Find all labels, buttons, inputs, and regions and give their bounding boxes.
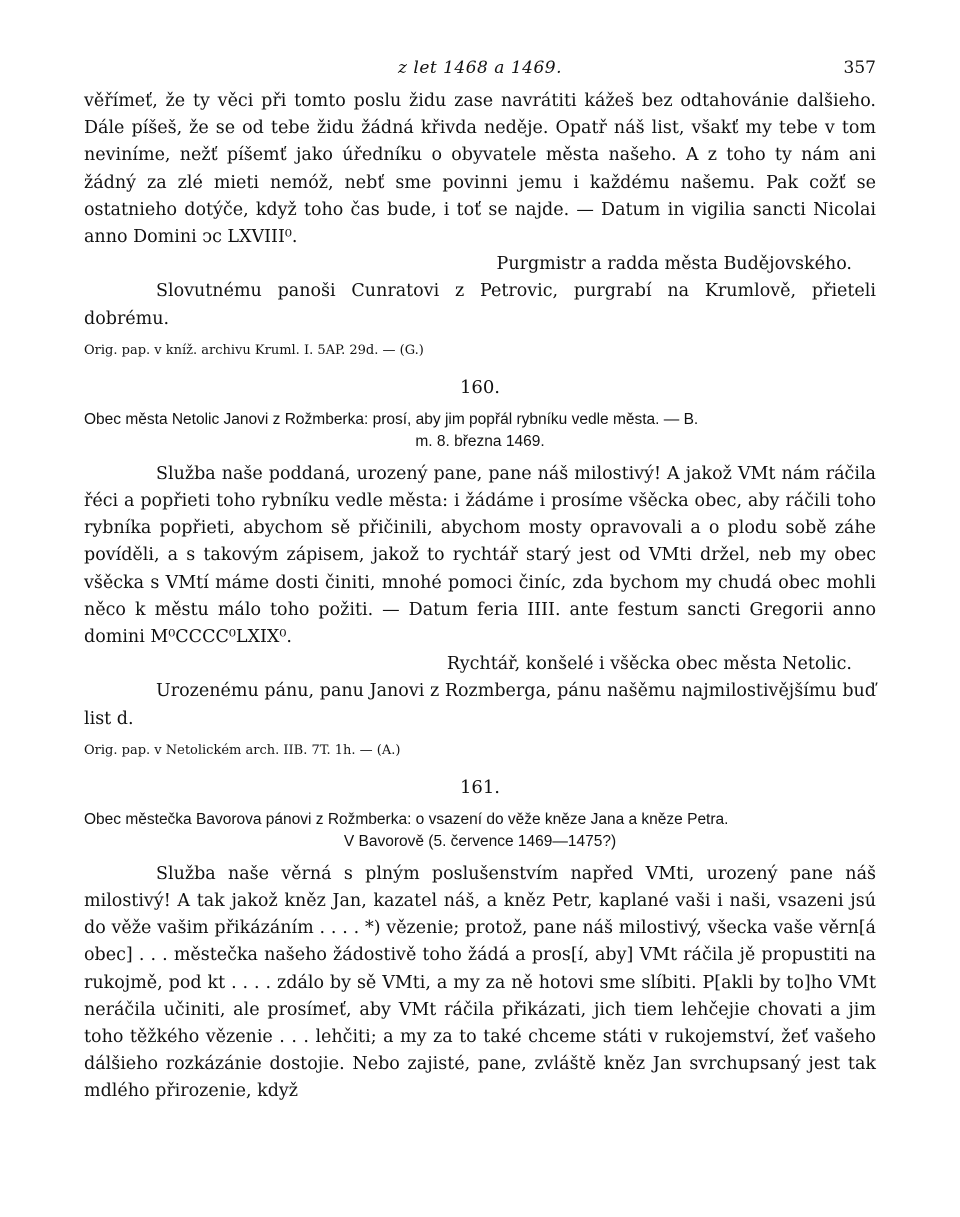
- doc160-regest: [84, 409, 876, 453]
- doc160-signature: Rychtář, konšelé i všěcka obec města Netolic.: [446, 654, 852, 675]
- doc161-number: 161.: [459, 776, 501, 798]
- document-page: [84, 58, 876, 1106]
- doc160-section: [84, 375, 876, 761]
- doc161-regest-date: V Bavorově (5. července 1469—1475?): [343, 832, 617, 850]
- doc160-regest-text: Obec města Netolic Janovi z Rožmberka: prosí, aby jim popřál rybníku vedle města. — B.: [84, 410, 699, 428]
- running-head-title: z let 1468 a 1469.: [398, 58, 562, 78]
- running-head: [84, 58, 876, 88]
- doc159-source-note: Orig. pap. v kníž. archivu Kruml. I. 5AP. 29d. — (G.): [84, 342, 424, 358]
- doc161-regest-text: Obec městečka Bavorova pánovi z Rožmberka: o vsazení do věže kněze Jana a kněze Petra.: [84, 810, 729, 828]
- doc160-address: Urozenému pánu, panu Janovi z Rozmberga, pánu našěmu najmilostivějšímu buď list d.: [84, 681, 876, 729]
- doc161-regest: [84, 809, 876, 853]
- doc159-paragraph: věřímeť, že ty věci při tomto poslu židu zase navrátiti kážeš bez odtahovánie dalšieho. Dále píšeš, že se od tebe židu žádná křivda neděje. Opatř náš list, všakť my tebe v tom neviníme, nežť píšemť jako úředníku o obyvatele města našeho. A z toho ty nám ani žádný za zlé mieti nemóž, nebť sme povinni jemu i každému našemu. Pak cožť se ostatnieho dotýče, když toho čas bude, i toť se najde. — Datum in vigilia sancti Nicolai anno Domini ͻc LXVIII⁰.: [84, 91, 876, 248]
- doc161-section: [84, 775, 876, 1106]
- page-number: 357: [843, 58, 876, 78]
- doc160-source-note: Orig. pap. v Netolickém arch. IIB. 7T. 1h. — (A.): [84, 742, 401, 758]
- doc160-number: 160.: [459, 376, 501, 398]
- doc161-paragraph: Služba naše věrná s plným poslušenstvím napřed VMti, urozený pane náš milostivý! A tak jakož kněz Jan, kazatel náš, a kněz Petr, kaplané vaši i naši, vsazeni jsú do věže vašim přikázáním . . . . *) vězenie; protož, pane náš milostivý, všecka vaše věrn[á obec] . . . městečka našeho žádostivě toho žádá a pros[í, aby] VMt ráčila jě propustiti na rukojmě, pod kt . . . . zdálo by sě VMti, a my za ně hotovi sme slíbiti. P[akli by to]ho VMt neráčila učiniti, ale prosímeť, aby VMt ráčila přikázati, jich tiem lehčejie chovati a jim toho těžkého vězenie . . . lehčiti; a my za to také chceme státi v rukojemství, žeť vašeho dálšieho rozkázánie dostojie. Nebo zajisté, pane, zvláště kněz Jan svrchupsaný jest tak mdlého přirozenie, když: [84, 863, 876, 1102]
- doc160-regest-date: m. 8. března 1469.: [415, 432, 545, 450]
- doc159-address: Slovutnému panoši Cunratovi z Petrovic, purgrabí na Krumlově, přieteli dobrému.: [84, 281, 876, 329]
- doc159-signature: Purgmistr a radda města Budějovského.: [496, 254, 852, 275]
- doc160-paragraph: Služba naše poddaná, urozený pane, pane náš milostivý! A jakož VMt nám ráčila řéci a popřieti toho rybníku vedle města: i žádáme i prosíme všěcka obec, aby ráčili toho rybníka popřieti, abychom sě přičinili, abychom mosty opravovali a o plodu sobě záhe povíděli, a s takovým zápisem, jakož to rychtář starý jest od VMti držel, neb my obec všěcka s VMtí máme dosti činiti, mnohé pomoci činíc, zda bychom my chudá obec mohli něco k městu málo toho požiti. — Datum feria IIII. ante festum sancti Gregorii anno domini M⁰CCCC⁰LXIX⁰.: [84, 463, 876, 648]
